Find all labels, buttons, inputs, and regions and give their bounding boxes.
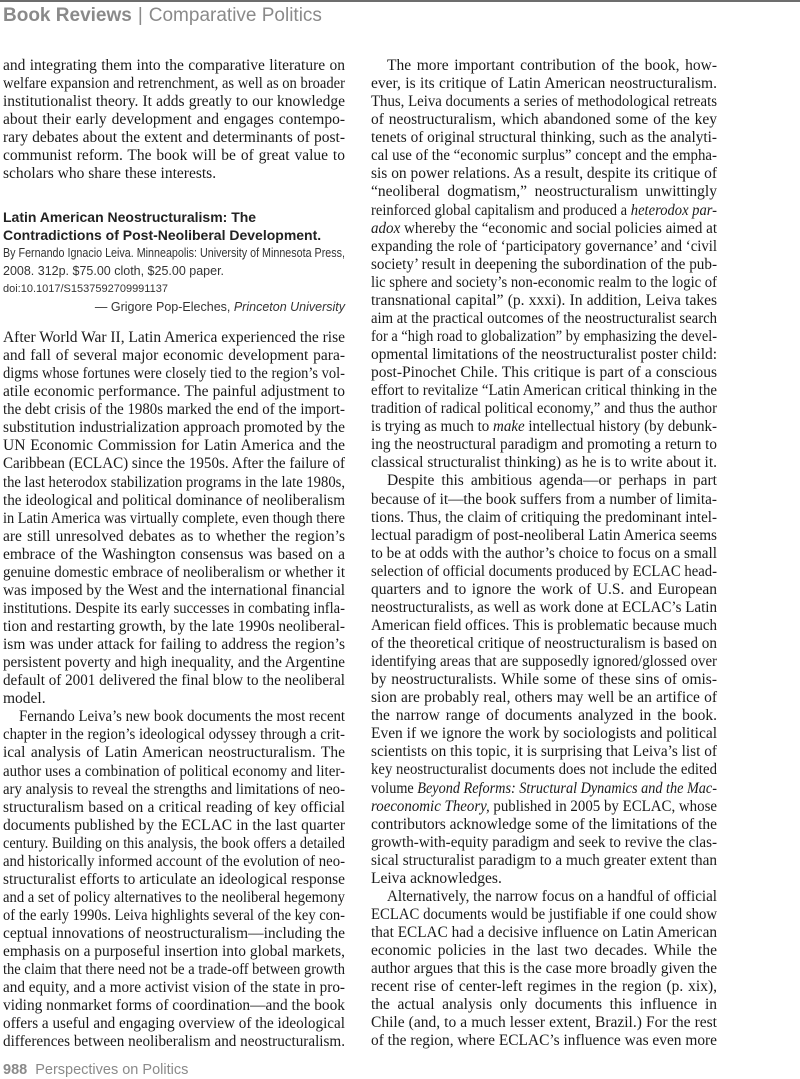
review-title-line: Latin American Neostructuralism: The xyxy=(3,209,257,225)
text-line: ical analysis of Latin American neostructuralism. The xyxy=(3,744,345,762)
text-line: Thus, Leiva documents a series of methodological retreats xyxy=(371,93,717,111)
review-title-line: Contradictions of Post-Neoliberal Development. xyxy=(3,227,322,243)
text-line: After World War II, Latin America experienced the rise xyxy=(3,329,345,346)
text-line: the claim that there need not be a trade-off between growth xyxy=(3,961,345,979)
text-line: and historically informed account of the evolution of neo- xyxy=(3,852,345,870)
text-line: Leiva acknowledges. xyxy=(371,869,502,887)
text-line: embrace of the Washington consensus was based on a xyxy=(3,545,345,563)
text-line: default of 2001 delivered the final blow to the neoliberal xyxy=(3,672,345,690)
text-line: to be at odds with the author’s choice to focus on a small xyxy=(371,544,717,562)
text-line: persistent poverty and high inequality, and the Argentine xyxy=(3,654,345,672)
text-line: aim at the practical outcomes of the neostructuralist search xyxy=(371,309,717,327)
text-line: of the early 1990s. Leiva highlights several of the key con- xyxy=(3,907,345,924)
header-rule xyxy=(0,0,800,2)
reviewer xyxy=(3,298,345,316)
text-line: neostructuralists, as well as work done at ECLAC’s Latin xyxy=(371,598,717,616)
text-line: structuralism based on a critical reading of key official xyxy=(3,798,345,816)
text-line: of the region, where ECLAC’s influence was even more xyxy=(371,1032,717,1050)
text-line: documents published by the ECLAC in the last quarter xyxy=(3,816,345,834)
text-line: atile economic performance. The painful adjustment to xyxy=(3,383,345,401)
running-footer xyxy=(3,1062,188,1078)
text-line: recent rise of center-left regimes in the region (p. xix), xyxy=(371,978,717,996)
text-line: sis on power relations. As a result, despite its critique of xyxy=(371,165,717,183)
text-segment: published in 2005 by ECLAC, whose xyxy=(489,797,717,815)
journal-name: Perspectives on Politics xyxy=(35,1062,189,1078)
text-segment: intellectual history (by debunk- xyxy=(524,418,717,436)
intro-paragraph xyxy=(3,57,345,183)
text-line: the last heterodox stabilization programs in the late 1980s, xyxy=(3,473,345,491)
text-line: offers a useful and engaging overview of the ideological xyxy=(3,1015,345,1033)
text-line: author uses a combination of political economy and liter- xyxy=(3,762,345,780)
text-line: digms whose fortunes were closely tied to the region’s vol- xyxy=(3,365,345,383)
text-line: lectual paradigm of post-neoliberal Latin America seems xyxy=(371,526,717,544)
text-line: Alternatively, the narrow focus on a handful of official xyxy=(387,887,717,905)
text-line: model. xyxy=(3,690,46,708)
page-number: 988 xyxy=(3,1062,28,1078)
text-segment: reinforced global capitalism and produced a xyxy=(371,201,631,219)
text-line: economic policies in the last two decades. While the xyxy=(371,942,717,960)
text-line: and fall of several major economic development para- xyxy=(3,347,345,365)
text-line: Fernando Leiva’s new book documents the most recent xyxy=(19,708,345,726)
text-line xyxy=(371,220,717,238)
italic-text: adox xyxy=(371,219,401,237)
text-line: Despite this ambitious agenda—or perhaps in part xyxy=(387,472,717,490)
text-line: rary debates about the extent and determinants of post- xyxy=(3,129,345,147)
text-line: Caribbean (ECLAC) since the 1950s. After the failure of xyxy=(3,455,345,473)
text-line: the actual analysis only documents this influence in xyxy=(371,996,717,1014)
byline: By Fernando Ignacio Leiva. Minneapolis: University of Minnesota Press, xyxy=(3,246,345,260)
text-line: institutionalist theory. It adds greatly to our knowledge xyxy=(3,93,345,111)
text-line: chapter in the region’s ideological odyssey through a crit- xyxy=(3,726,345,744)
text-line: ceptual innovations of neostructuralism—including the xyxy=(3,925,345,943)
text-line: and equity, and a more activist vision of the state in pro- xyxy=(3,979,345,997)
text-line: welfare expansion and retrenchment, as well as on broader xyxy=(3,75,345,93)
paragraph xyxy=(371,57,717,472)
italic-text: heterodox par- xyxy=(630,201,717,219)
text-line xyxy=(371,780,717,798)
text-line: opmental limitations of the neostructuralist poster child: xyxy=(371,346,717,363)
text-line: scientists on this topic, it is surprising that Leiva’s list of xyxy=(371,743,717,761)
text-line: and integrating them into the comparative literature on xyxy=(3,57,345,74)
text-line: key neostructuralist documents does not include the edited xyxy=(371,761,717,779)
text-line: because of it—the book suffers from a number of limita- xyxy=(371,490,717,508)
text-line: The more important contribution of the book, how- xyxy=(387,57,717,74)
byline: 2008. 312p. $75.00 cloth, $25.00 paper. xyxy=(3,264,225,279)
text-line: post-Pinochet Chile. This critique is part of a conscious xyxy=(371,364,717,382)
text-line: century. Building on this analysis, the book offers a detailed xyxy=(3,834,345,852)
text-line: by neostructuralists. While some of these sins of omis- xyxy=(371,671,717,689)
text-line: ing the neostructural paradigm and promoting a return to xyxy=(371,436,717,454)
text-line: that ECLAC had a decisive influence on Latin American xyxy=(371,924,717,941)
text-line: cal use of the “economic surplus” concept and the empha- xyxy=(371,147,717,165)
doi: doi:10.1017/S1537592709991137 xyxy=(3,283,168,296)
text-line: identifying areas that are supposedly ignored/glossed over xyxy=(371,653,717,671)
text-line: the debt crisis of the 1980s marked the end of the import- xyxy=(3,401,345,419)
text-line: about their early development and engages contempo- xyxy=(3,111,345,129)
review-bibliographic-info xyxy=(3,244,345,299)
review-title xyxy=(3,208,345,244)
text-line: tradition of radical political economy,” and thus the author xyxy=(371,400,717,418)
text-line: of neostructuralism, which abandoned some of the key xyxy=(371,111,717,129)
left-column-body xyxy=(3,329,345,1052)
text-line: genuine domestic embrace of neoliberalism or whether it xyxy=(3,563,345,581)
text-line: tenets of original structural thinking, such as the analyti- xyxy=(371,129,717,147)
text-line: UN Economic Commission for Latin America and the xyxy=(3,437,345,455)
text-line: sical structuralist paradigm to a much greater extent than xyxy=(371,851,717,869)
text-line xyxy=(371,798,717,816)
text-line: substitution industrialization approach promoted by the xyxy=(3,419,345,437)
reviewer-affiliation: Princeton University xyxy=(233,300,345,314)
paragraph xyxy=(371,888,717,1051)
text-line: emphasis on a purposeful insertion into global markets, xyxy=(3,943,345,961)
text-line: lic sphere and society’s non-economic realm to the logic of xyxy=(371,273,717,291)
text-line: expanding the role of ‘participatory governance’ and ‘civil xyxy=(371,237,717,255)
italic-text: Beyond Reforms: Structural Dynamics and the Mac- xyxy=(417,779,717,797)
right-column-body xyxy=(371,57,717,1050)
section-label: Book Reviews xyxy=(3,5,132,26)
text-line: are still unresolved debates as to whether the region’s xyxy=(3,527,345,545)
text-line: “neoliberal dogmatism,” neostructuralism unwittingly xyxy=(371,183,717,201)
paragraph xyxy=(371,472,717,887)
text-line: quarters and to ignore the work of U.S. and European xyxy=(371,580,717,598)
text-line: selection of official documents produced by ECLAC head- xyxy=(371,562,717,580)
text-line: classical structuralist thinking) as he is to write about it. xyxy=(371,454,717,472)
text-line: for a “high road to globalization” by emphasizing the devel- xyxy=(371,327,717,345)
italic-text: roeconomic Theory, xyxy=(371,797,490,815)
text-line: Even if we ignore the work by sociologists and political xyxy=(371,725,717,743)
text-line: Chile (and, to a much lesser extent, Brazil.) For the rest xyxy=(371,1014,717,1032)
reviewer-name: — Grigore Pop-Eleches, xyxy=(94,300,234,314)
text-line: the ideological and political dominance of neoliberalism xyxy=(3,491,345,509)
text-line: author argues that this is the case more broadly given the xyxy=(371,960,717,978)
text-line: sion are probably real, others may well be an artifice of xyxy=(371,689,717,707)
paragraph xyxy=(3,57,345,183)
text-line: in Latin America was virtually complete, even though there xyxy=(3,509,345,527)
text-line: tion and restarting growth, by the late 1990s neoliberal- xyxy=(3,618,345,635)
text-line: growth-with-equity paradigm and seek to revive the clas- xyxy=(371,833,717,851)
running-header xyxy=(3,5,322,27)
paragraph xyxy=(3,708,345,1051)
text-line: and a set of policy alternatives to the neoliberal hegemony xyxy=(3,888,345,906)
text-line: communist reform. The book will be of great value to xyxy=(3,147,345,165)
text-line xyxy=(371,418,717,436)
text-segment: is trying as much to xyxy=(371,418,494,436)
header-separator: | xyxy=(137,5,143,26)
text-line: was imposed by the West and the international financial xyxy=(3,581,345,599)
italic-text: make xyxy=(493,418,525,436)
text-line: society’ result in deepening the subordination of the pub- xyxy=(371,255,717,273)
text-line: viding nonmarket forms of coordination—and the book xyxy=(3,997,345,1015)
text-line: ism was under attack for failing to address the region’s xyxy=(3,636,345,654)
text-line: tions. Thus, the claim of critiquing the predominant intel- xyxy=(371,508,717,526)
text-line xyxy=(371,202,717,220)
text-line: effort to revitalize “Latin American critical thinking in the xyxy=(371,382,717,400)
paragraph xyxy=(3,329,345,708)
text-line: transnational capital” (p. xxxi). In addition, Leiva takes xyxy=(371,291,717,309)
text-line: of the theoretical critique of neostructuralism is based on xyxy=(371,635,717,652)
text-line: American field offices. This is problematic because much xyxy=(371,616,717,634)
text-line: scholars who share these interests. xyxy=(3,165,217,183)
text-line: ary analysis to reveal the strengths and limitations of neo- xyxy=(3,780,345,798)
text-line: differences between neoliberalism and neostructuralism. xyxy=(3,1033,345,1051)
text-line: institutions. Despite its early successes in combating infla- xyxy=(3,599,345,617)
text-line: ECLAC documents would be justifiable if one could show xyxy=(371,905,717,923)
text-line: contributors acknowledge some of the limitations of the xyxy=(371,815,717,833)
subsection-label: Comparative Politics xyxy=(148,5,322,26)
text-segment: volume xyxy=(371,779,418,797)
text-segment: whereby the “economic and social policies aimed at xyxy=(400,219,717,237)
text-line: structuralist efforts to articulate an ideological response xyxy=(3,870,345,888)
text-line: the narrow range of documents analyzed in the book. xyxy=(371,707,717,725)
text-line: ever, is its critique of Latin American neostructuralism. xyxy=(371,75,717,93)
